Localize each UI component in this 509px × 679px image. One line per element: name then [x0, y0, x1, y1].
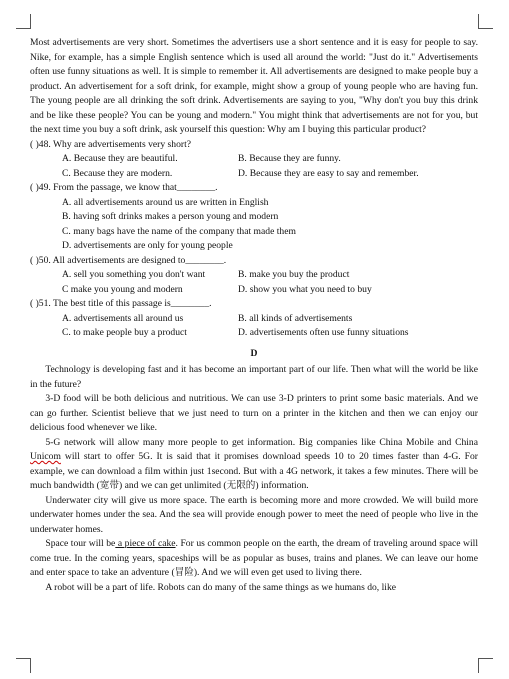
question-51-option-b[interactable]: B. all kinds of advertisements	[238, 312, 353, 324]
question-48-options-row-1	[30, 152, 478, 167]
section-heading-d: D	[250, 347, 258, 359]
question-51-option-d[interactable]: D. advertisements often use funny situations	[238, 327, 409, 338]
question-49-stem: ( )49. From the passage, we know that________.	[30, 182, 218, 193]
crop-mark-top-left	[16, 14, 31, 29]
crop-mark-bottom-left	[16, 658, 31, 673]
paragraph-5-text-start: Space tour will be	[45, 538, 116, 549]
question-51-option-a[interactable]: A. advertisements all around us	[62, 312, 184, 324]
question-50-option-a[interactable]: A. sell you something you don't want	[62, 269, 206, 280]
question-51-stem: ( )51. The best title of this passage is________.	[30, 298, 212, 309]
question-51-options-row-1	[30, 312, 478, 327]
question-49-option-b[interactable]: B. having soft drinks makes a person young and modern	[62, 211, 279, 222]
passage-d-paragraph-5	[30, 537, 478, 581]
question-49-option-a[interactable]: A. all advertisements around us are written in English	[62, 196, 269, 208]
question-48-option-a[interactable]: A. Because they are beautiful.	[62, 153, 178, 164]
crop-mark-top-right	[478, 14, 493, 29]
question-49-option-c[interactable]: C. many bags have the name of the company that made them	[62, 225, 296, 237]
question-50-options-row-1	[30, 268, 478, 283]
paragraph-3-text-end: will start to offer 5G. It is said that it promises download speeds 10 to 20 times faster than 4-G. For example, we can download a film within just 1second. But with a 4G network, it takes a few minutes. There will be much bandwidth (宽带) and we can get unlimited (无限的) information.	[30, 451, 478, 491]
document-body	[30, 36, 478, 595]
question-49-option-d[interactable]: D. advertisements are only for young people	[62, 240, 233, 251]
question-48-options-row-2	[30, 167, 478, 182]
question-50-option-b[interactable]: B. make you buy the product	[238, 269, 350, 280]
crop-mark-bottom-right	[478, 658, 493, 673]
passage-d-paragraph-2: 3-D food will be both delicious and nutritious. We can use 3-D printers to print some basic materials. And we can go further. Scientist believe that we just need to turn on a printer in the kitchen and then we can enjoy our delicious food whenever we like.	[30, 393, 478, 433]
passage-d-paragraph-6: A robot will be a part of life. Robots can do many of the same things as we humans do, like	[45, 581, 396, 593]
passage-d-paragraph-4: Underwater city will give us more space. The earth is becoming more and more crowded. We will build more underwater homes under the sea. And the sea will provide enough power to meet the need of people who live in the underwater homes.	[30, 494, 478, 535]
passage-c-paragraph: Most advertisements are very short. Sometimes the advertisers use a short sentence and it is easy for people to say. Nike, for example, has a simple English sentence which is used all around the world: "Just do it." Advertisements often use funny situations as well. It is simple to remember it. All advertisements are designed to make people buy a product. An advertisement for a soft drink, for example, might show a group of young people who are having fun. The young people are all drinking the soft drink. Advertisements are saying to you, "Why don't you buy this drink and be like these people? You can be young and modern." You might think that advertisements are not for you, but the next time you buy a soft drink, ask yourself this question: Why am I buying this particular product?	[30, 37, 478, 135]
passage-d-paragraph-1: Technology is developing fast and it has become an important part of our life. Then what will the world be like in the future?	[30, 364, 478, 390]
question-48-option-b[interactable]: B. Because they are funny.	[238, 153, 341, 164]
question-48-option-c[interactable]: C. Because they are modern.	[62, 167, 173, 179]
question-48-option-d[interactable]: D. Because they are easy to say and remember.	[238, 167, 419, 179]
question-50-option-d[interactable]: D. show you what you need to buy	[238, 283, 372, 295]
paragraph-3-text-start: 5-G network will allow many more people to get information. Big companies like China Mobile and China	[45, 436, 478, 448]
question-51-options-row-2	[30, 326, 478, 341]
question-50-options-row-2	[30, 283, 478, 298]
passage-d-paragraph-3	[30, 436, 478, 494]
question-50-option-c[interactable]: C make you young and modern	[62, 283, 183, 295]
question-50-stem: ( )50. All advertisements are designed to________.	[30, 254, 227, 266]
underlined-phrase: a piece of cake	[115, 538, 176, 549]
wavy-underlined-word: Unicom	[30, 451, 61, 462]
paragraph-5-text-end: . For us common people on the earth, the dream of traveling around space will come true. In the coming years, spaceships will be as popular as buses, trains and planes. We can leave our home and enter space to take an adventure (冒险). And we will even get used to living there.	[30, 538, 478, 578]
question-51-option-c[interactable]: C. to make people buy a product	[62, 327, 187, 338]
question-48-stem: ( )48. Why are advertisements very short?	[30, 138, 191, 150]
